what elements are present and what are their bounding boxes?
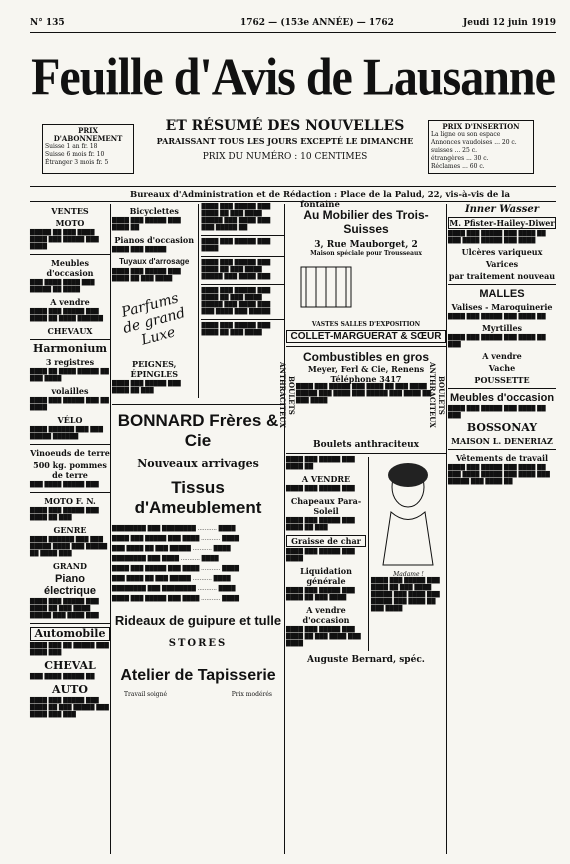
ad-heading: MALLES xyxy=(479,288,525,300)
ad-heading: CHEVAL xyxy=(44,659,96,672)
bed-illustration xyxy=(291,257,441,317)
stores-heading: STORES xyxy=(168,638,228,649)
insertion-line: Annonces vaudoises ... 20 c. xyxy=(431,139,517,146)
ad-heading: BOSSONAY xyxy=(466,421,538,434)
ad-heading: MOTO F. N. xyxy=(44,496,96,506)
bonnard-heading: BONNARD Frères & Cie xyxy=(117,411,279,450)
ad-heading: Vêtements de travail xyxy=(455,453,549,463)
ad-heading: Liquidation générale xyxy=(300,566,352,586)
parfums-script: Parfums de grand Luxe xyxy=(119,290,188,349)
ad-heading: Meubles d'occasion xyxy=(46,258,94,278)
prix-label: Prix modérés xyxy=(231,691,272,698)
ad-heading: M. Pfister-Hailey-Diwer xyxy=(449,218,555,228)
masthead-title: Feuille d'Avis de Lausanne xyxy=(31,48,555,107)
tissus-heading: Tissus d'Ameublement xyxy=(134,478,262,517)
ad-heading: Harmonium xyxy=(32,342,108,355)
boulets-heading: Boulets anthraciteux xyxy=(313,440,419,450)
ad-heading: VÉLO xyxy=(57,415,83,425)
bureau-line: Bureaux d'Administration et de Rédaction : Place de la Palud, 22, vis-à-vis de la fontaine xyxy=(130,190,510,210)
ad-heading: VENTES xyxy=(51,206,89,216)
boulets-side-label: BOULETS ANTHRACITEUX xyxy=(428,362,446,428)
ad-heading: Piano électrique xyxy=(44,573,96,597)
published-line: PARAISSANT TOUS LES JOURS EXCEPTÉ LE DIMANCHE xyxy=(156,136,414,146)
abonnement-line: Suisse 1 an fr. 18 xyxy=(45,143,98,150)
column-2: Bicyclettes ████ ███ █████ ███ ████ ██ Pianos d'occasion ████ ███ █████ Tuyaux d'arrosage ████ ███ █████ ███ ████ ██ ███ ████ Parfums de grand Luxe PEIGNES, ÉPINGLES ████ ███ █████ ███ ████ ██ ███ ████ ███ █████ ███ ████ ██ ███ ████ █████ ███ ████ ███ ███ █████ ██ ████ ███ █████ ███ ████ ████ ███ █████ ███ ████ ██ ███ ████ █████ ███ ████ ███ ████ ███ █████ ███ ████ ██ ███ ████ █████ ███ ████ ███ ███ ████ ███ █████ ████ ███ █████ ███ ████ ██ ███ ████ BONNARD Frères & Cie Nouveaux arrivages Tissus d'Ameublement ████████ ███ ████████ ........... ████ ████ ███ █████ ███ ████ ........... ████ ███ ████ ██ ███ █████ ........... ████ ████████ ███ ████ ........... ████ ████ ███ █████ ███ ████ ........... ████ ███ ████ ██ ███ █████ ........... ████ ████████ ███ ████████ ........... ████ ████ ███ █████ ███ ████ ........... ████ Rideaux de guipure et tulle STORES Atelier de Tapisserie Travail soigné Prix modérés xyxy=(112,204,285,854)
ad-heading: A vendre xyxy=(482,351,522,361)
ad-heading: Vinoeuds de terre xyxy=(30,448,110,458)
divider xyxy=(30,201,556,202)
ad-heading: Varices xyxy=(485,259,519,269)
insertion-box xyxy=(428,120,534,174)
ad-heading: 3 registres xyxy=(45,357,95,367)
insertion-line: La ligne ou son espace xyxy=(431,131,501,138)
travail-label: Travail soigné xyxy=(124,691,168,698)
ad-heading: PEIGNES, ÉPINGLES xyxy=(130,359,178,379)
ad-heading: A vendre xyxy=(50,297,90,307)
ad-heading: Chapeaux Para-Soleil xyxy=(290,496,362,516)
ad-heading: Tuyaux d'arrosage xyxy=(119,257,190,266)
abonnement-title: PRIX D'ABONNEMENT xyxy=(53,126,123,143)
arrivages-heading: Nouveaux arrivages xyxy=(137,457,259,470)
column-1: VENTES MOTO █████ ██ ███ ████ ████ ███ █████ ███ ████ Meubles d'occasion ███ ████ ████ ███ █████ ██ ████ A vendre ████ ███ █████ ███ ████ ██ ████ ██████ CHEVAUX Harmonium 3 registres ████ ██ ████ █████ ██ ███ ████ volailles ████ ███ █████ ███ ██ ████ VÉLO ████ ██████ ███ ███ █████ ██████ Vinoeuds de terre 500 kg. pommes de terre ███ ████ █████ ███ MOTO F. N. ████ ███ █████ ███ ████ ██ ███ GENRE ████ ██████ ███ ███ █████ ████ ███ █████ ██ ████ ███ GRAND Piano électrique ████ ███ █████ ███ ████ ██ ███ ████ █████ ███ ████ ███ Automobile ████ ███ ██ █████ ███ ████ ███ CHEVAL ███ ████ █████ ██ AUTO ████ ███ █████ ███ ████ ██ ███ █████ ███ ████ ███ ███ xyxy=(30,204,111,854)
insertion-title: PRIX D'INSERTION xyxy=(442,122,520,131)
ad-heading: Ulcères variqueux xyxy=(461,247,543,257)
ad-heading: MAISON L. DENERIAZ xyxy=(451,436,553,446)
insertion-line: Réclames ... 60 c. xyxy=(431,163,485,170)
price-line: PRIX DU NUMÉRO : 10 CENTIMES xyxy=(202,152,368,162)
subtitle: ET RÉSUMÉ DES NOUVELLES xyxy=(165,118,405,134)
ad-heading: A vendre d'occasion xyxy=(302,605,350,625)
issue-date: Jeudi 12 juin 1919 xyxy=(463,18,556,28)
ad-heading: Graisse de char xyxy=(286,535,366,547)
insertion-line: suisses ... 25 c. xyxy=(431,147,477,154)
divider xyxy=(30,186,556,187)
vastes-line: VASTES SALLES D'EXPOSITION xyxy=(311,321,421,328)
collet-heading: COLLET-MARGUERAT & SŒUR xyxy=(286,330,446,343)
abonnement-line: Étranger 3 mois fr. 5 xyxy=(45,159,109,166)
inner-heading: Inner Wasser xyxy=(464,204,540,215)
ad-heading: Vache xyxy=(488,363,516,373)
ad-heading: GRAND xyxy=(53,561,87,571)
rideaux-heading: Rideaux de guipure et tulle xyxy=(114,613,282,628)
ad-heading: Bicyclettes xyxy=(129,206,179,216)
ad-heading: AUTO xyxy=(52,683,88,696)
ad-heading: A VENDRE xyxy=(301,474,351,484)
woman-portrait-illustration xyxy=(371,457,445,567)
ad-heading: GENRE xyxy=(53,525,87,535)
abonnement-line: Suisse 6 mois fr. 10 xyxy=(45,151,105,158)
rue-line: 3, Rue Mauborget, 2 xyxy=(314,240,418,250)
abonnement-box xyxy=(42,124,134,174)
years: 1762 — (153e ANNÉE) — 1762 xyxy=(240,18,394,28)
ad-heading: 500 kg. pommes de terre xyxy=(33,460,107,480)
meyer-line: Meyer, Ferl & Cie, Renens xyxy=(307,364,425,374)
ad-heading: POUSSETTE xyxy=(474,375,530,385)
combustibles-heading: Combustibles en gros xyxy=(302,350,430,364)
boulets-side-label: BOULETS ANTHRACITEUX xyxy=(278,362,296,428)
ad-heading: par traitement nouveau xyxy=(448,271,556,281)
ad-heading: volailles xyxy=(51,386,89,396)
madame-caption: Madame ! xyxy=(393,571,424,578)
ad-heading: CHEVAUX xyxy=(47,326,93,336)
atelier-heading: Atelier de Tapisserie xyxy=(120,667,276,684)
ad-heading: Myrtilles xyxy=(481,323,523,333)
ad-heading: MOTO xyxy=(55,218,85,228)
ad-heading: Valises - Maroquinerie xyxy=(451,302,553,312)
insertion-line: étrangères ... 30 c. xyxy=(431,155,489,162)
issue-number: N° 135 xyxy=(30,18,65,28)
maison-line: Maison spéciale pour Trousseaux xyxy=(310,250,422,257)
column-4: Inner Wasser M. Pfister-Hailey-Diwer ████ ███ █████ ███ ████ ██ ███ ████ █████ ███ ████ Ulcères variqueux Varices par traitement nouveau MALLES Valises - Maroquinerie ████ ███ █████ ███ ████ ██ Myrtilles ████ ███ █████ ███ ████ ██ ███ A vendre Vache POUSSETTE Meubles d'occasion ████ ███ █████ ███ ████ ██ ███ BOSSONAY MAISON L. DENERIAZ Vêtements de travail ████ ███ █████ ███ ████ ██ ███ ████ █████ ███ ████ ███ █████ ███ ████ ██ xyxy=(448,204,556,485)
ad-heading: Automobile xyxy=(30,627,110,641)
mobilier-heading: Au Mobilier des Trois-Suisses xyxy=(303,208,429,236)
telephone-line: Téléphone 3417 xyxy=(330,374,402,384)
bernard-heading: Auguste Bernard, spéc. xyxy=(307,655,425,665)
ad-heading: Meubles d'occasion xyxy=(449,392,555,404)
ad-heading: Pianos d'occasion xyxy=(114,235,195,245)
column-3: Au Mobilier des Trois-Suisses 3, Rue Mauborget, 2 Maison spéciale pour Trousseaux VASTES SALLES D'EXPOSITION COLLET-MARGUERAT & SŒUR BOULETS ANTHRACITEUX Combustibles en gros Meyer, Ferl & Cie, Renens Téléphone 3417 ████ ███ █████ ███ ████ ██ ███ ████ █████ ███ ████ ███ █████ ███ ████ ██ ███ ████ BOULETS ANTHRACITEUX Boulets anthraciteux ████ ███ █████ ███ ████ ██ A VENDRE ████ ███ █████ ███ Chapeaux Para-Soleil ████ ███ █████ ███ ████ ██ ███ Graisse de char ████ ███ █████ ███ ████ Liquidation générale ████ ███ █████ ███ ████ ██ ███ ████ A vendre d'occasion ████ ███ █████ ███ ████ ██ ███ ████ ███ ████ Madame ! ████ ███ █████ ███ ████ ██ ███ ████ █████ ███ ████ ███ █████ ███ ████ ██ ███ ████ Auguste Bernard, spéc. xyxy=(286,204,447,854)
